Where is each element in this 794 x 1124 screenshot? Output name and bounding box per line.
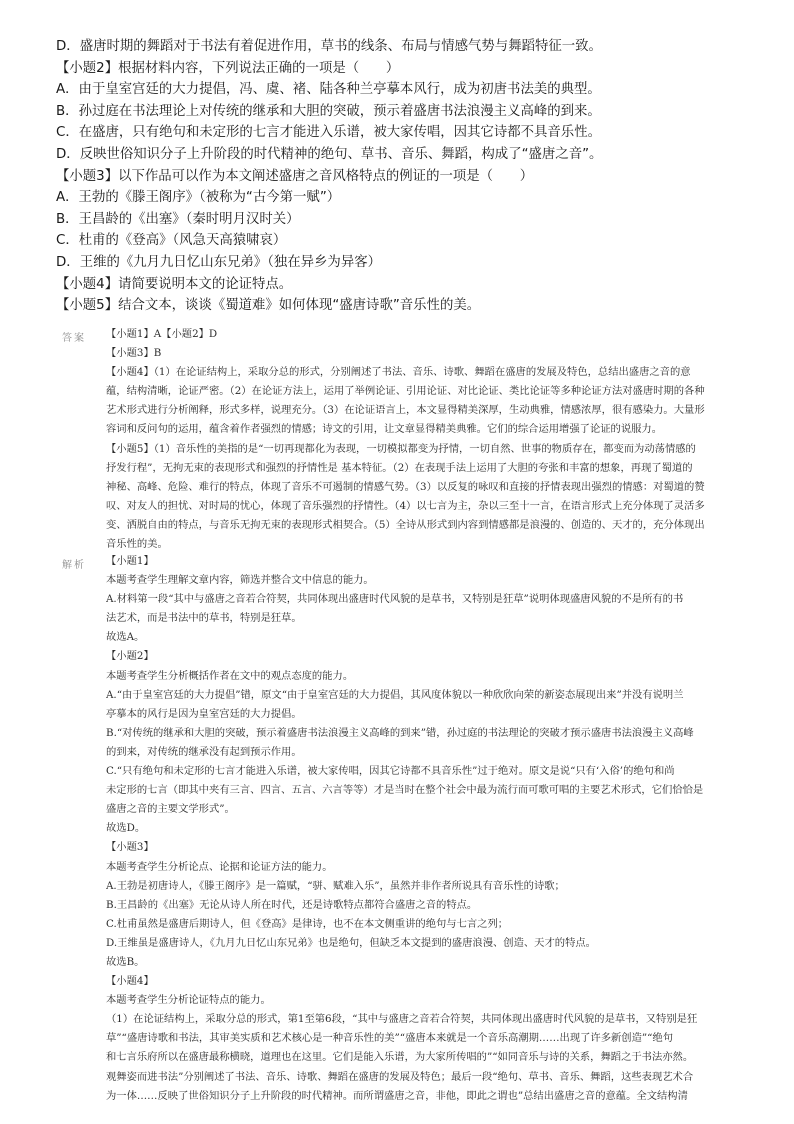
analysis-line: 【小题2】 [106, 650, 154, 663]
question-line: D．反映世俗知识分子上升阶段的时代精神的绝句、草书、音乐、舞蹈，构成了“盛唐之音”。 [56, 146, 603, 162]
analysis-line: D.王维虽是盛唐诗人，《九月九日忆山东兄弟》也是绝句，但缺乏本文提到的盛唐浪漫、创造、天才的特点。 [106, 936, 596, 949]
analysis-line: A.“由于皇室宫廷的大力提倡”错，原文“由于皇室宫廷的大力提倡，其风度体貌以一种欣欣向荣的新姿态展现出来”并没有说明兰 [106, 688, 684, 701]
question-line: B．孙过庭在书法理论上对传统的继承和大胆的突破，预示着盛唐书法浪漫主义高峰的到来。 [56, 103, 601, 119]
answer-line: 【小题4】（1）在论证结构上，采取分总的形式，分别阐述了书法、音乐、诗歌、舞蹈在盛唐的发展及特色，总结出盛唐之音的意 [106, 366, 691, 379]
question-line: 【小题4】请简要说明本文的论证特点。 [56, 276, 293, 292]
analysis-line: C.杜甫虽然是盛唐后期诗人，但《登高》是律诗，也不在本文侧重讲的绝句与七言之列； [106, 917, 509, 930]
question-line: 【小题2】根据材料内容，下列说法正确的一项是（ ） [56, 60, 400, 76]
analysis-line: A.材料第一段“其中与盛唐之音若合符契，共同体现出盛唐时代风貌的是草书，又特别是狂草”说明体现盛唐风貌的不是所有的书 [106, 593, 684, 606]
analysis-body [106, 552, 728, 1106]
question-line: D．盛唐时期的舞蹈对于书法有着促进作用，草书的线条、布局与情感气势与舞蹈特征一致。 [56, 39, 602, 54]
analysis-line: 故选B。 [106, 955, 145, 968]
answer-line: 叹、对友人的担忧、对时局的忧心，体现了音乐强烈的抒情性。（4）以七言为主，杂以三至十一言，在语言形式上充分体现了灵活多 [106, 499, 705, 512]
question-line: B．王昌龄的《出塞》（秦时明月汉时关） [56, 211, 300, 227]
analysis-line: 观舞姿而进书法”分别阐述了书法、音乐、诗歌、舞蹈在盛唐的发展及特色；最后一段“绝句、草书、音乐、舞蹈，这些表现艺术合 [106, 1070, 694, 1083]
analysis-line: 本题考查学生理解文章内容，筛选并整合文中信息的能力。 [106, 574, 374, 587]
question-line: D．王维的《九月九日忆山东兄弟》（独在异乡为异客） [56, 254, 381, 270]
analysis-line: B.“对传统的继承和大胆的突破，预示着盛唐书法浪漫主义高峰的到来”错，孙过庭的书法理论的突破才预示盛唐书法浪漫主义高峰 [106, 726, 694, 739]
answer-line: 【小题3】B [106, 347, 162, 360]
answer-line: 音乐性的美。 [106, 538, 168, 551]
answer-line: 容词和反问句的运用，蕴含着作者强烈的情感；诗文的引用，让文章显得精美典雅。它们的综合运用增强了论证的说服力。 [106, 423, 663, 436]
analysis-line: 故选A。 [106, 631, 145, 644]
analysis-line: 本题考查学生分析概括作者在文中的观点态度的能力。 [106, 669, 354, 682]
answer-line: 艺术形式进行分析阐释，形式多样，说理充分。（3）在论证语言上，本文显得精美深厚，生动典雅，情感浓厚，很有感染力。大量形 [106, 404, 705, 417]
analysis-label: 解析 [62, 560, 86, 571]
answer-line: 蕴，结构清晰，论证严密。（2）在论证方法上，运用了举例论证、引用论证、对比论证、类比论证等多种论证方法对盛唐时期的各种 [106, 385, 705, 398]
analysis-line: 亭摹本的风行是因为皇室宫廷的大力提倡。 [106, 707, 302, 720]
question-line: C．在盛唐，只有绝句和未定形的七言才能进入乐谱，被大家传唱，因其它诗都不具音乐性。 [56, 125, 601, 141]
analysis-line: 的到来，对传统的继承没有起到预示作用。 [106, 745, 302, 758]
question-block [56, 36, 756, 317]
analysis-line: 为一体……反映了世俗知识分子上升阶段的时代精神。而所谓盛唐之音，非他，即此之谓也”总结出盛唐之音的意蕴。全文结构清 [106, 1089, 688, 1102]
answer-line: 【小题5】（1）音乐性的美指的是“一切再现都化为表现，一切模拟都变为抒情，一切自然、世事的物质存在，都变而为动荡情感的 [106, 442, 696, 455]
answer-body [106, 325, 728, 554]
question-line: 【小题3】以下作品可以作为本文阐述盛唐之音风格特点的例证的一项是（ ） [56, 168, 534, 184]
analysis-line: 故选D。 [106, 822, 146, 835]
answer-line: 抒发行程”，无拘无束的表现形式和强烈的抒情性是 基本特征。（2）在表现手法上运用了大胆的夸张和丰富的想象，再现了蜀道的 [106, 461, 693, 474]
analysis-line: 法艺术，而是书法中的草书，特别是狂草。 [106, 612, 302, 625]
question-line: A．由于皇室宫廷的大力提倡，冯、虞、褚、陆各种兰亭摹本风行，成为初唐书法美的典型。 [56, 82, 601, 98]
analysis-line: C.“只有绝句和未定形的七言才能进入乐谱，被大家传唱，因其它诗都不具音乐性”过于绝对。原文是说“只有‘入俗’的绝句和尚 [106, 765, 675, 778]
analysis-line: 盛唐之音的主要文学形式”。 [106, 803, 235, 816]
answer-label: 答案 [62, 333, 86, 344]
analysis-line: B.王昌龄的《出塞》无论从诗人所在时代，还是诗歌特点都符合盛唐之音的特点。 [106, 898, 478, 911]
analysis-line: A.王勃是初唐诗人，《滕王阁序》是一篇赋，“骈、赋难入乐”，虽然并非作者所说具有音乐性的诗歌； [106, 879, 565, 892]
analysis-line: 草”“盛唐诗歌和书法，其审美实质和艺术核心是一种音乐性的美”“盛唐本来就是一个音乐高潮期……出现了许多新创造”“绝句 [106, 1032, 674, 1045]
answer-line: 【小题1】A【小题2】D [106, 328, 218, 340]
question-line: C．杜甫的《登高》（风急天高猿啸哀） [56, 233, 287, 249]
analysis-line: （1）在论证结构上，采取分总的形式，第1至第6段，“其中与盛唐之音若合符契，共同体现出盛唐时代风貌的是草书，又特别是狂 [106, 1013, 698, 1026]
answer-line: 变、洒脱自由的特点，与音乐无拘无束的表现形式相契合。（5）全诗从形式到内容到情感都是浪漫的、创造的、天才的，充分体现出 [106, 518, 705, 531]
question-line: 【小题5】结合文本，谈谈《蜀道难》如何体现“盛唐诗歌”音乐性的美。 [56, 298, 481, 314]
analysis-line: 【小题3】 [106, 841, 154, 854]
analysis-line: 本题考查学生分析论点、论据和论证方法的能力。 [106, 860, 333, 873]
analysis-line: 未定形的七言（即其中夹有三言、四言、五言、六言等等）才是当时在整个社会中最为流行而可歌可唱的主要艺术形式，它们恰恰是 [106, 784, 704, 797]
analysis-line: 本题考查学生分析论证特点的能力。 [106, 994, 271, 1007]
question-line: A．王勃的《滕王阁序》（被称为“古今第一赋”） [56, 190, 341, 206]
answer-line: 神秘、高峰、危险、难行的特点，体现了音乐不可遏制的情感气势。（3）以反复的咏叹和直接的抒情表现出强烈的情感：对蜀道的赞 [106, 480, 705, 493]
analysis-line: 和七言乐府所以在盛唐最称横晓，道理也在这里。它们是能入乐谱，为大家所传唱的”“如同音乐与诗的关系，舞蹈之于书法亦然。 [106, 1051, 694, 1064]
analysis-line: 【小题1】 [106, 555, 154, 567]
analysis-line: 【小题4】 [106, 975, 154, 988]
